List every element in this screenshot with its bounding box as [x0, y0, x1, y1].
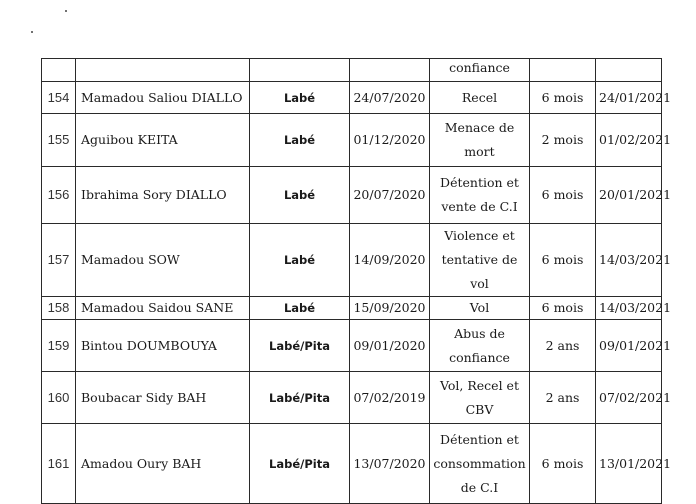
table-row [42, 59, 662, 82]
offense-line: vente de C.I [441, 199, 518, 214]
detainee-name [76, 320, 250, 372]
release-date [596, 167, 672, 224]
offense-line: Détention et [440, 431, 519, 447]
detention-date [350, 372, 430, 424]
detention-date-text: 15/09/2020 [353, 300, 426, 315]
detainee-name-text: Aguibou KEITA [81, 132, 178, 147]
detainee-name-text: Mamadou Saliou DIALLO [81, 89, 243, 105]
row-number-text: 160 [47, 389, 70, 405]
offense-line: de C.I [460, 479, 499, 495]
offense-line: Menace de [444, 120, 515, 135]
offense-cell [430, 320, 530, 372]
sentence-duration-text: 2 ans [545, 337, 580, 353]
sentence-duration-text: 6 mois [541, 187, 584, 202]
detention-date [350, 297, 430, 320]
table-row [42, 114, 662, 167]
offense-cell [430, 59, 530, 82]
release-date-text: 24/01/2021 [599, 89, 672, 105]
table-row [42, 372, 662, 424]
sentence-duration [530, 372, 596, 424]
detention-date-text: 07/02/2019 [353, 389, 426, 405]
release-date [596, 224, 672, 297]
detainee-name-text: Boubacar Sidy BAH [81, 389, 207, 405]
sentence-duration [530, 424, 596, 504]
offense-line: tentative de vol [441, 252, 518, 291]
sentence-duration-text: 2 mois [541, 132, 584, 147]
detention-date-text: 14/09/2020 [353, 252, 426, 267]
row-number-text: 159 [47, 337, 70, 353]
offense-line: CBV [465, 401, 494, 417]
location-cell [250, 424, 350, 504]
release-date-text: 01/02/2021 [599, 132, 672, 147]
location-cell [250, 59, 350, 82]
offense-cell [430, 424, 530, 504]
detainee-name-text: Mamadou Saidou SANE [81, 300, 234, 315]
table-row [42, 224, 662, 297]
release-date-text: 13/01/2021 [599, 455, 672, 471]
sentence-duration [530, 224, 596, 297]
row-number-text: 156 [47, 187, 70, 202]
location-cell [250, 82, 350, 114]
offense-cell [430, 297, 530, 320]
location-cell-text: Labé/Pita [269, 338, 330, 353]
row-number [42, 59, 76, 82]
sentence-duration-text: 6 mois [541, 455, 584, 471]
offense-line: Violence et [444, 228, 515, 243]
detention-date [350, 320, 430, 372]
detainee-name [76, 82, 250, 114]
release-date [596, 424, 672, 504]
offense-line: Abus de [454, 325, 505, 341]
detainee-name-text: Mamadou SOW [81, 252, 180, 267]
release-date-text: 20/01/2021 [599, 187, 672, 202]
detainee-name-text: Amadou Oury BAH [81, 455, 202, 471]
sentence-duration [530, 320, 596, 372]
detainee-table [41, 58, 672, 504]
sentence-duration [530, 59, 596, 82]
table-row [42, 424, 662, 504]
offense-line: mort [464, 144, 495, 159]
location-cell [250, 114, 350, 167]
detention-date-text: 13/07/2020 [353, 455, 426, 471]
detainee-name [76, 297, 250, 320]
table-row [42, 82, 662, 114]
detainee-name [76, 59, 250, 82]
detention-date [350, 424, 430, 504]
location-cell [250, 297, 350, 320]
sentence-duration-text: 2 ans [545, 389, 580, 405]
offense-cell [430, 82, 530, 114]
row-number [42, 224, 76, 297]
offense-cell [430, 372, 530, 424]
detainee-name-text: Bintou DOUMBOUYA [81, 337, 217, 353]
location-cell-text: Labé [283, 188, 316, 202]
offense-line: confiance [449, 349, 510, 365]
detainee-name [76, 424, 250, 504]
table-row [42, 297, 662, 320]
row-number [42, 167, 76, 224]
release-date [596, 114, 672, 167]
offense-line: consommation [433, 455, 526, 471]
location-cell-text: Labé [283, 301, 316, 315]
row-number-text: 154 [47, 89, 70, 105]
table-row [42, 320, 662, 372]
sentence-duration [530, 167, 596, 224]
location-cell-text: Labé [283, 90, 316, 105]
detention-date [350, 224, 430, 297]
table-row [42, 167, 662, 224]
sentence-duration-text: 6 mois [541, 89, 584, 105]
location-cell [250, 167, 350, 224]
release-date-text: 14/03/2021 [599, 252, 672, 267]
detainee-name [76, 372, 250, 424]
offense-line: Vol, Recel et [440, 377, 519, 393]
location-cell [250, 320, 350, 372]
scan-speck [65, 10, 67, 12]
release-date-text: 07/02/2021 [599, 389, 672, 405]
row-number-text: 161 [47, 455, 70, 471]
detainee-name [76, 114, 250, 167]
offense-line: Vol [469, 300, 490, 315]
release-date [596, 320, 672, 372]
scan-speck [31, 31, 33, 33]
release-date-text: 09/01/2021 [599, 337, 672, 353]
location-cell-text: Labé [283, 253, 316, 267]
detainee-name [76, 224, 250, 297]
row-number-text: 157 [47, 252, 70, 267]
location-cell [250, 372, 350, 424]
sentence-duration-text: 6 mois [541, 252, 584, 267]
detention-date-text: 24/07/2020 [353, 89, 426, 105]
sentence-duration [530, 82, 596, 114]
detention-date-text: 09/01/2020 [353, 337, 426, 353]
detention-date [350, 114, 430, 167]
row-number-text: 155 [47, 132, 70, 147]
offense-line: Détention et [440, 175, 519, 190]
offense-cell [430, 167, 530, 224]
release-date [596, 82, 672, 114]
row-number [42, 320, 76, 372]
row-number [42, 82, 76, 114]
location-cell-text: Labé [283, 133, 316, 147]
sentence-duration [530, 297, 596, 320]
release-date [596, 297, 672, 320]
row-number-text: 158 [47, 300, 70, 315]
location-cell [250, 224, 350, 297]
offense-line: Recel [461, 89, 498, 105]
detention-date [350, 59, 430, 82]
location-cell-text: Labé/Pita [269, 390, 330, 405]
release-date [596, 59, 662, 82]
detention-date [350, 82, 430, 114]
detention-date-text: 01/12/2020 [353, 132, 426, 147]
offense-line: confiance [449, 60, 510, 75]
table-body [42, 59, 672, 504]
detention-date-text: 20/07/2020 [353, 187, 426, 202]
sentence-duration [530, 114, 596, 167]
offense-cell [430, 114, 530, 167]
offense-cell [430, 224, 530, 297]
row-number [42, 424, 76, 504]
row-number [42, 114, 76, 167]
row-number [42, 372, 76, 424]
sentence-duration-text: 6 mois [541, 300, 584, 315]
release-date-text: 14/03/2021 [599, 300, 672, 315]
detainee-name-text: Ibrahima Sory DIALLO [81, 187, 227, 202]
detention-date [350, 167, 430, 224]
row-number [42, 297, 76, 320]
release-date [596, 372, 672, 424]
location-cell-text: Labé/Pita [269, 456, 330, 471]
detainee-name [76, 167, 250, 224]
